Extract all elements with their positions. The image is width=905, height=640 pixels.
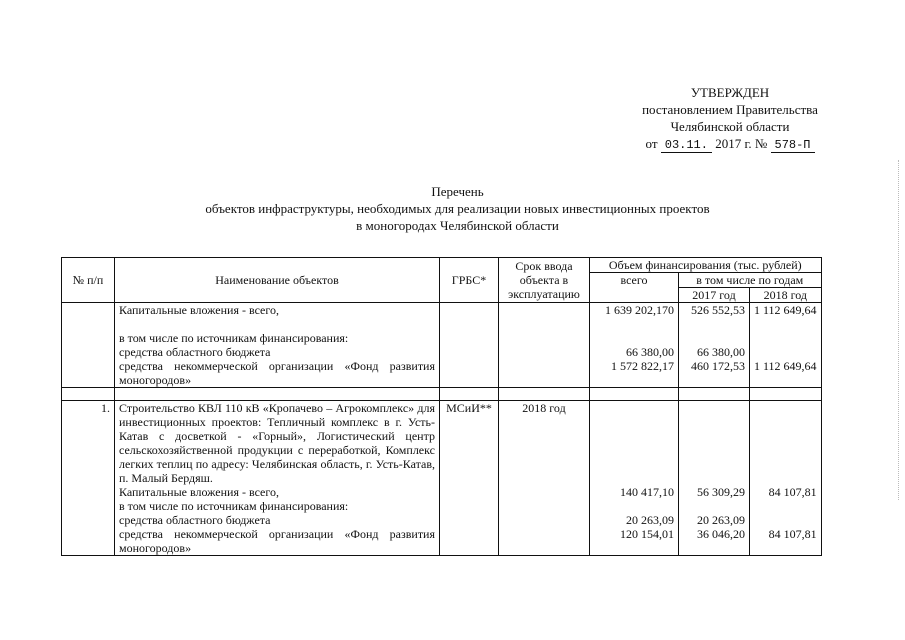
spacer: [594, 541, 674, 555]
header-term: Срок ввода объекта в эксплуатацию: [499, 258, 590, 303]
row1-term: 2018 год: [499, 401, 590, 556]
heading-line1: Перечень: [431, 184, 484, 199]
infrastructure-table: [61, 257, 822, 556]
row1-cap-label: Капитальные вложения - всего,: [119, 485, 279, 499]
row1-fund-2018: 84 107,81: [768, 527, 817, 541]
summary-2017-col: [679, 303, 750, 388]
row1-cap-total: 140 417,10: [620, 485, 674, 499]
approval-date: 03.11.: [661, 138, 712, 153]
summary-reg-total: 66 380,00: [626, 345, 674, 359]
row1-reg-2017: 20 263,09: [697, 513, 745, 527]
spacer: [754, 513, 817, 527]
row1-regional-label: средства областного бюджета: [119, 513, 271, 527]
summary-total-col: [590, 303, 679, 388]
row1-description: Строительство КВЛ 110 кВ «Кропачево – Агрокомплекс» для инвестиционных проектов: Тепличный комплекс в г. Усть-Катав с досветкой - «Горный», Логистический центр сельскохозяйственной продукции с переработкой, Комплекс легких теплиц по адресу: Челябинская область, г. Усть-Катав, п. Малый Бердяш.: [119, 401, 435, 485]
summary-cap-2018: 1 112 649,64: [754, 303, 817, 317]
row1-reg-total: 20 263,09: [626, 513, 674, 527]
gap-cell: [499, 388, 590, 401]
approval-number: 578-П: [771, 138, 815, 153]
heading-line2: объектов инфраструктуры, необходимых для реализации новых инвестиционных проектов: [205, 201, 710, 216]
header-2017: 2017 год: [679, 288, 750, 303]
row1-total-col: [590, 401, 679, 556]
row1-grbs: МСиИ**: [440, 401, 499, 556]
header-by-year: в том числе по годам: [679, 273, 822, 288]
header-total: всего: [590, 273, 679, 303]
spacer: [683, 541, 745, 555]
spacer: [683, 317, 745, 331]
heading-line3: в моногородах Челябинской области: [356, 218, 559, 233]
header-2018: 2018 год: [750, 288, 822, 303]
gap-cell: [750, 388, 822, 401]
header-name: Наименование объектов: [115, 258, 440, 303]
document-heading: [100, 183, 815, 234]
row1-2017-col: [679, 401, 750, 556]
approval-prefix: от: [645, 136, 658, 151]
approval-title: УТВЕРЖДЕН: [690, 85, 770, 100]
spacer: [754, 499, 817, 513]
scan-edge-marks: [898, 160, 903, 500]
summary-regional-label: средства областного бюджета: [119, 345, 271, 359]
row1-cap-2018: 84 107,81: [768, 485, 817, 499]
header-grbs: ГРБС*: [440, 258, 499, 303]
row1-fund-label: средства некоммерческой организации «Фонд развития моногородов»: [119, 527, 435, 555]
summary-reg-2017: 66 380,00: [697, 345, 745, 359]
summary-name: [115, 303, 440, 388]
approval-line2: Челябинской области: [670, 119, 790, 134]
summary-2018-col: [750, 303, 822, 388]
header-num: № п/п: [62, 258, 115, 303]
row1-fund-total: 120 154,01: [620, 527, 674, 541]
summary-fund-label: средства некоммерческой организации «Фонд развития моногородов»: [119, 359, 435, 387]
spacer: [119, 317, 435, 331]
spacer: [754, 331, 817, 345]
gap-cell: [115, 388, 440, 401]
summary-term: [499, 303, 590, 388]
gap-cell: [440, 388, 499, 401]
row1-2018-col: [750, 401, 822, 556]
row1-fund-2017: 36 046,20: [697, 527, 745, 541]
approval-stamp: [600, 84, 860, 154]
gap-row: [62, 388, 822, 401]
summary-cap-label: Капитальные вложения - всего,: [119, 303, 279, 317]
header-row-1: [62, 258, 822, 273]
summary-sources-label: в том числе по источникам финансирования:: [119, 331, 349, 345]
summary-fund-2017: 460 172,53: [691, 359, 745, 373]
summary-grbs: [440, 303, 499, 388]
row1-name: [115, 401, 440, 556]
gap-cell: [590, 388, 679, 401]
approval-year: 2017 г. №: [715, 136, 768, 151]
approval-order-line: [600, 135, 860, 154]
approval-line1: постановлением Правительства: [642, 102, 818, 117]
summary-fund-total: 1 572 822,17: [611, 359, 674, 373]
spacer: [754, 345, 817, 359]
header-funding: Объем финансирования (тыс. рублей): [590, 258, 822, 273]
summary-fund-2018: 1 112 649,64: [754, 359, 817, 373]
summary-cap-total: 1 639 202,170: [605, 303, 674, 317]
summary-cap-2017: 526 552,53: [691, 303, 745, 317]
spacer: [683, 499, 745, 513]
gap-cell: [679, 388, 750, 401]
table-row: [62, 401, 822, 556]
row1-sources-label: в том числе по источникам финансирования:: [119, 499, 349, 513]
row1-cap-2017: 56 309,29: [697, 485, 745, 499]
spacer: [594, 499, 674, 513]
spacer: [683, 331, 745, 345]
summary-num: [62, 303, 115, 388]
spacer: [594, 331, 674, 345]
summary-row: [62, 303, 822, 388]
row1-num: 1.: [62, 401, 115, 556]
spacer: [754, 541, 817, 555]
gap-cell: [62, 388, 115, 401]
spacer: [594, 317, 674, 331]
spacer: [754, 317, 817, 331]
